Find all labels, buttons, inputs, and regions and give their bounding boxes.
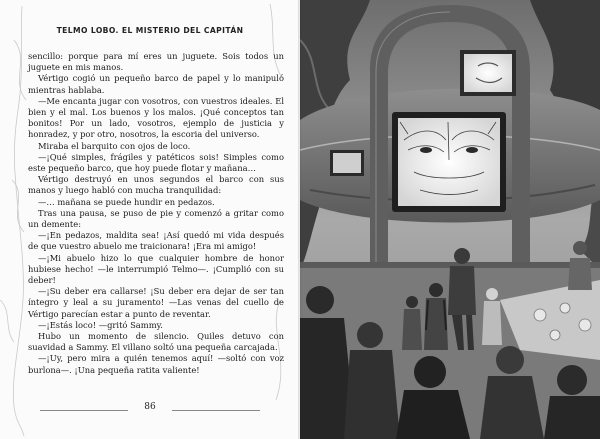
paragraph: Tras una pausa, se puso de pie y comenzó a gritar como un demente: (28, 207, 284, 230)
paragraph: sencillo: porque para mí eres un juguete. Sois todos un juguete en mis manos. (28, 51, 284, 73)
paragraph: Miraba el barquito con ojos de loco. (38, 140, 191, 151)
paragraph: Vértigo destruyó en unos segundos el barco con sus manos y luego habló con mucha tranquilidad: (28, 174, 284, 196)
paragraph: —… mañana se puede hundir en pedazos. (38, 196, 215, 207)
folio-rule-left (40, 410, 128, 411)
paragraph: —Me encanta jugar con vosotros, con vuestros ideales. El bien y el mal. Los buenos y los malos. ¡Qué conceptos tan bonitos! Por un lado, vosotros, ejemplo de justicia y honradez, y por otro, nosotros, la escoria del universo. (28, 95, 284, 140)
illustration-page (300, 0, 600, 439)
small-monitor (460, 50, 516, 96)
running-head: TELMO LOBO. EL MISTERIO DEL CAPITÁN (56, 26, 244, 35)
paragraph: —¡Su deber era callarse! ¡Su deber era dejar de ser tan íntegro y leal a su juramento! —Las venas del cuello de Vértigo parecían estar a punto de reventar. (28, 286, 284, 319)
paragraph: Hubo un momento de silencio. Quiles detuvo con suavidad a Sammy. El villano soltó una pequeña carcajada. (28, 331, 284, 353)
page-number: 86 (144, 402, 156, 412)
paragraph: —¡Uy, pero mira a quién tenemos aquí! —soltó con voz burlona—. ¡Una pequeña ratita valiente! (28, 353, 284, 375)
body-text (28, 51, 284, 376)
paragraph: —¡Estás loco! —gritó Sammy. (38, 319, 163, 330)
villain-face-monitor (392, 112, 506, 212)
paragraph: —¡Qué simples, frágiles y patéticos sois! Simples como este pequeño barco, que hoy puede flotar y mañana… (28, 151, 284, 174)
paragraph: —¡En pedazos, maldita sea! ¡Así quedó mi vida después de que vuestro abuelo me traicionara! ¡Era mi amigo! (28, 230, 284, 252)
paragraph: —¡Mi abuelo hizo lo que cualquier hombre de honor hubiese hecho! —le interrumpió Telmo—. ¡Cumplió con su deber! (28, 252, 284, 286)
paragraph: Vértigo cogió un pequeño barco de papel y lo manipuló mientras hablaba. (28, 73, 284, 95)
side-monitor (330, 150, 364, 176)
villain-screen-illustration (300, 0, 600, 439)
book-gutter (298, 0, 302, 439)
folio-rule-right (172, 410, 260, 411)
